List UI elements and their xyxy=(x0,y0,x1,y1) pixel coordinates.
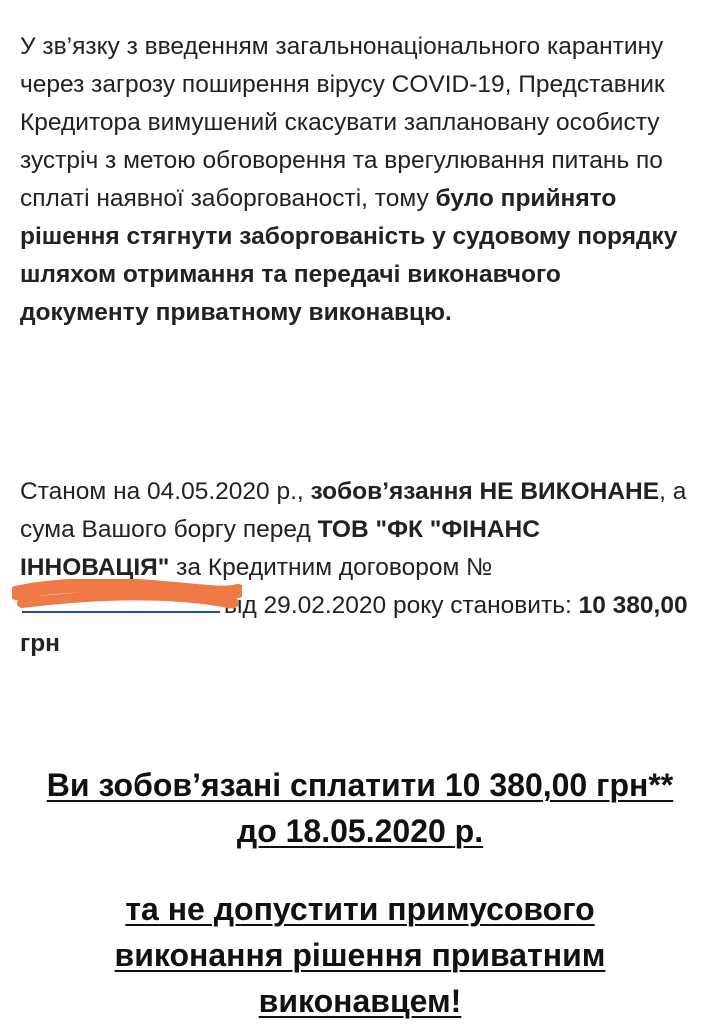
contract-date-text: від 29.02.2020 року становить: xyxy=(224,592,579,619)
notice-paragraph-debt-status xyxy=(20,473,690,663)
payment-deadline-headline: Ви зобов’язані сплатити 10 380,00 грн** до 18.05.2020 р. xyxy=(46,767,674,849)
contract-label-text: за Кредитним договором № xyxy=(169,554,493,581)
redaction-scribble xyxy=(12,579,242,619)
notice-paragraph-quarantine xyxy=(20,28,690,332)
debt-before-text: , а сума Вашого боргу перед xyxy=(20,478,687,543)
obligation-status-bold: зобов’язання НЕ ВИКОНАНЕ xyxy=(310,478,660,505)
creditor-name-bold: ТОВ "ФК "ФІНАНС ІННОВАЦІЯ" xyxy=(20,516,540,581)
decision-bold-text: було прийнято рішення стягнути заборгованість у судовому порядку шляхом отримання та передачі виконавчого документу приватному виконавцю. xyxy=(20,185,678,326)
quarantine-text: У зв’язку з введенням загальнонаціонального карантину через загрозу поширення вірусу COVID-19, Представник Кредитора вимушений скасувати заплановану особисту зустріч з метою обговорення та врегулювання питань по сплаті наявної заборгованості, тому xyxy=(20,33,665,212)
enforcement-warning-headline: та не допустити примусового виконання рішення приватним виконавцем! xyxy=(114,891,606,1019)
redacted-contract-number[interactable] xyxy=(20,587,220,617)
status-date-text: Станом на 04.05.2020 р., xyxy=(20,478,311,505)
debt-amount-bold: 10 380,00 грн xyxy=(20,592,688,657)
